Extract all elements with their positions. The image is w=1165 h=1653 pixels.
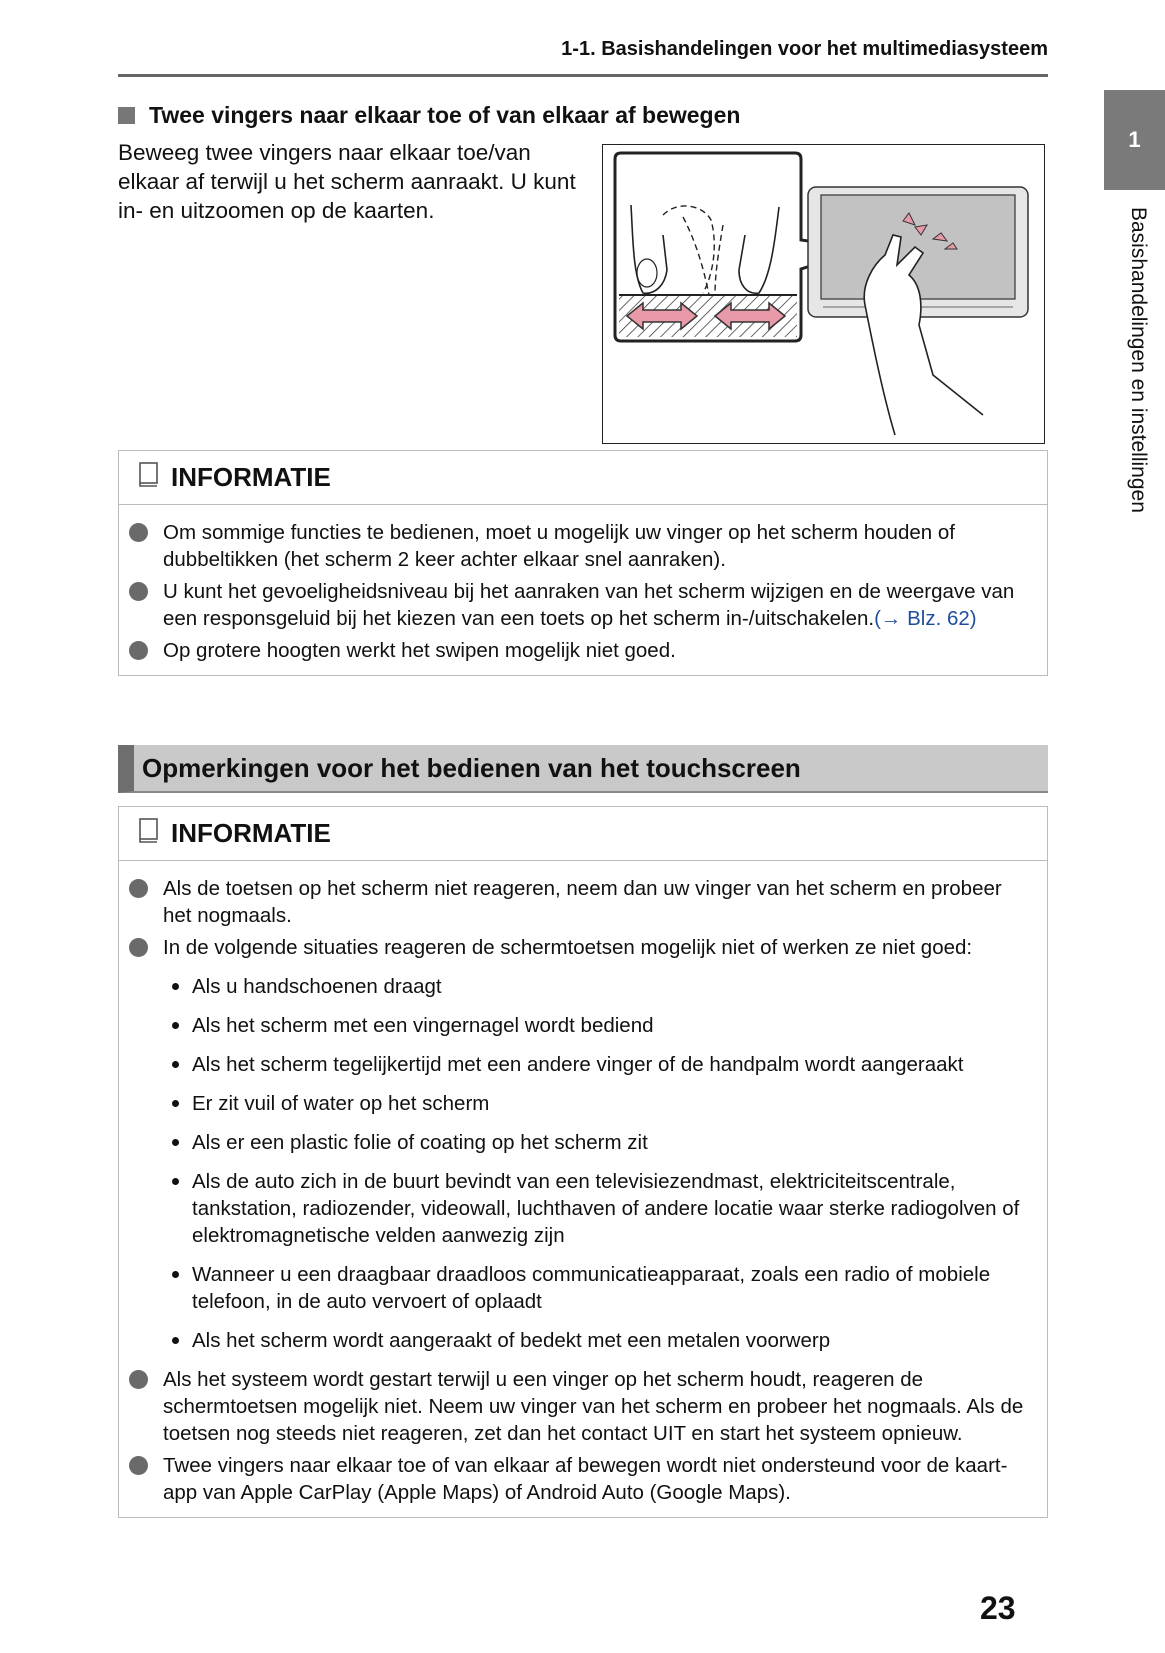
section-heading-text: Twee vingers naar elkaar toe of van elkaar af bewegen — [149, 102, 741, 128]
sub-item: Als u handschoenen draagt — [129, 973, 1027, 1000]
info-box-2-title — [119, 807, 1047, 861]
chapter-tab: 1 — [1104, 90, 1165, 190]
book-icon — [137, 461, 161, 494]
book-icon — [137, 817, 161, 850]
info-title-text: INFORMATIE — [171, 462, 331, 492]
sub-item: Als er een plastic folie of coating op het scherm zit — [129, 1129, 1027, 1156]
page-reference-link[interactable]: (→ Blz. 62) — [874, 607, 977, 630]
header-rule — [118, 74, 1048, 77]
info-item: Op grotere hoogten werkt het swipen mogelijk niet goed. — [129, 637, 1027, 664]
info-item: Als het systeem wordt gestart terwijl u een vinger op het scherm houdt, reageren de schermtoetsen mogelijk niet. Neem uw vinger van het scherm en probeer het nogmaals. Als de toetsen nog steeds niet reageren, zet dan het contact UIT en start het systeem opnieuw. — [129, 1366, 1027, 1447]
pinch-illustration-svg — [603, 145, 1043, 442]
display-screen — [821, 195, 1015, 299]
info-box-2 — [118, 806, 1048, 1518]
info-item: Twee vingers naar elkaar toe of van elkaar af bewegen wordt niet ondersteund voor de kaart-app van Apple CarPlay (Apple Maps) of Android Auto (Google Maps). — [129, 1452, 1027, 1506]
section-intro: Beweeg twee vingers naar elkaar toe/van elkaar af terwijl u het scherm aanraakt. U kunt in- en uitzoomen op de kaarten. — [118, 140, 576, 223]
pinch-gesture-illustration — [602, 144, 1045, 444]
info-item: Om sommige functies te bedienen, moet u mogelijk uw vinger op het scherm houden of dubbeltikken (het scherm 2 keer achter elkaar snel aanraken). — [129, 519, 1027, 573]
chapter-tab-label: Basishandelingen en instellingen — [1127, 207, 1150, 513]
sub-item: Wanneer u een draagbaar draadloos communicatieapparaat, zoals een radio of mobiele telefoon, in de auto vervoert of oplaadt — [129, 1261, 1027, 1315]
square-bullet-icon — [118, 107, 135, 124]
info-item: U kunt het gevoeligheidsniveau bij het aanraken van het scherm wijzigen en de weergave van een responsgeluid bij het kiezen van een toets op het scherm in-/uitschakelen.(→ Blz. 62) — [129, 578, 1027, 632]
info-box-1 — [118, 450, 1048, 676]
info-item: In de volgende situaties reageren de schermtoetsen mogelijk niet of werken ze niet goed: — [129, 934, 1027, 961]
sub-item: Er zit vuil of water op het scherm — [129, 1090, 1027, 1117]
sub-item: Als het scherm tegelijkertijd met een andere vinger of de handpalm wordt aangeraakt — [129, 1051, 1027, 1078]
running-header: 1-1. Basishandelingen voor het multimediasysteem — [561, 38, 1048, 60]
sub-item: Als de auto zich in de buurt bevindt van een televisiezendmast, elektriciteitscentrale, tankstation, radiozender, videowall, luchthaven of andere locatie waar sterke radiogolven of elektromagnetische velden aanwezig zijn — [129, 1168, 1027, 1249]
page-number: 23 — [980, 1590, 1016, 1626]
section-heading — [118, 102, 740, 129]
section-banner: Opmerkingen voor het bedienen van het touchscreen — [118, 745, 1048, 793]
info-box-1-title — [119, 451, 1047, 505]
sub-item: Als het scherm wordt aangeraakt of bedekt met een metalen voorwerp — [129, 1327, 1027, 1354]
sub-item: Als het scherm met een vingernagel wordt bediend — [129, 1012, 1027, 1039]
info-item: Als de toetsen op het scherm niet reageren, neem dan uw vinger van het scherm en probeer het nogmaals. — [129, 875, 1027, 929]
info-title-text: INFORMATIE — [171, 818, 331, 848]
